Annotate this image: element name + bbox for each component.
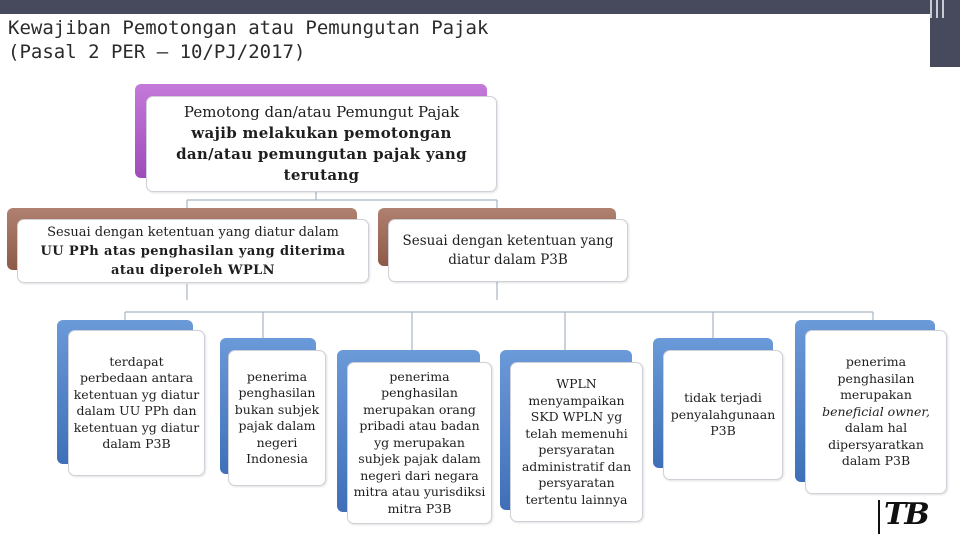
leaf-1-line: perbedaan antara: [79, 370, 194, 385]
leaf-3-line: mitra P3B: [387, 500, 452, 516]
root-node: [135, 84, 497, 192]
leaf-4-line: persyaratan: [538, 442, 615, 457]
title-line-2: (Pasal 2 PER – 10/PJ/2017): [8, 41, 306, 63]
leaf-5-line: tidak terjadi: [684, 390, 762, 406]
branch-node-p3b: [378, 208, 628, 282]
leaf-6-line: dalam P3B: [841, 453, 911, 469]
leaf-3-line: penghasilan: [381, 385, 458, 401]
leaf-4-line: administratif dan: [521, 458, 632, 474]
branch-right-line-1: Sesuai dengan ketentuan yang: [402, 232, 614, 249]
leaf-4-line: telah memenuhi: [525, 425, 628, 441]
leaf-2-line: negeri: [256, 434, 298, 450]
leaf-node-beneficial-owner: [795, 320, 947, 494]
leaf-node-perbedaan-ketentuan: [57, 320, 205, 476]
leaf-6-line: beneficial owner,: [822, 403, 930, 419]
leaf-6-line: dalam hal: [844, 420, 908, 436]
leaf-4-line: WPLN: [556, 376, 597, 391]
leaf-3-line: merupakan orang: [363, 401, 476, 417]
leaf-node-skd-wpln: [500, 350, 643, 522]
leaf-2-line: penghasilan: [238, 385, 316, 400]
leaf-3-line: negeri dari negara: [360, 467, 479, 483]
leaf-1-line: dalam UU PPh dan: [76, 403, 197, 418]
leaf-5-line: penyalahgunaan: [670, 406, 776, 422]
leaf-6-line: penerima: [845, 354, 907, 370]
branch-node-uu-pph: [7, 208, 369, 284]
leaf-3-line: pribadi atau badan: [359, 418, 480, 434]
leaf-3-line: penerima: [389, 368, 450, 384]
leaf-1-line: terdapat: [109, 353, 164, 369]
root-text-line-1: Pemotong dan/atau Pemungut Pajak: [183, 103, 460, 121]
leaf-1-line: ketentuan yg diatur: [73, 419, 200, 435]
leaf-2-line: pajak dalam: [238, 418, 316, 433]
branch-left-line-1: Sesuai dengan ketentuan yang diatur dalam: [47, 224, 339, 240]
logo-bar: [878, 500, 880, 534]
leaf-node-bukan-subjek-pajak: [220, 338, 326, 486]
leaf-6-line: penghasilan: [837, 370, 915, 386]
branch-left-line-3: atau diperoleh WPLN: [111, 262, 275, 278]
leaf-6-line: dipersyaratkan: [828, 436, 924, 452]
leaf-5-line: P3B: [710, 423, 736, 439]
root-text-line-4: terutang: [283, 166, 360, 184]
leaf-4-line: tertentu lainnya: [525, 491, 628, 507]
leaf-3-line: mitra atau yurisdiksi: [353, 484, 486, 500]
leaf-1-line: ketentuan yg diatur: [73, 386, 200, 402]
leaf-3-line: subjek pajak dalam: [358, 451, 481, 467]
leaf-2-line: bukan subjek: [234, 401, 320, 417]
leaf-node-tidak-penyalahgunaan: [653, 338, 783, 480]
leaf-4-line: persyaratan: [538, 475, 615, 490]
leaf-4-line: SKD WPLN yg: [530, 409, 623, 424]
title-line-1: Kewajiban Pemotongan atau Pemungutan Pajak: [8, 17, 489, 39]
leaf-3-line: yg merupakan: [374, 434, 465, 450]
leaf-1-line: dalam P3B: [102, 436, 171, 451]
leaf-node-subjek-pajak-mitra: [337, 350, 492, 524]
leaf-6-line: merupakan: [840, 387, 912, 403]
brand-logo: [876, 497, 948, 539]
leaf-4-line: menyampaikan: [528, 392, 625, 408]
leaf-2-line: penerima: [246, 368, 308, 384]
branch-left-line-2: UU PPh atas penghasilan yang diterima: [40, 243, 346, 259]
leaf-2-line: Indonesia: [246, 451, 308, 466]
branch-right-line-2: diatur dalam P3B: [448, 251, 568, 268]
logo-text: TB: [884, 497, 928, 532]
root-text-line-2: wajib melakukan pemotongan: [191, 124, 452, 142]
root-text-line-3: dan/atau pemungutan pajak yang: [176, 145, 467, 163]
